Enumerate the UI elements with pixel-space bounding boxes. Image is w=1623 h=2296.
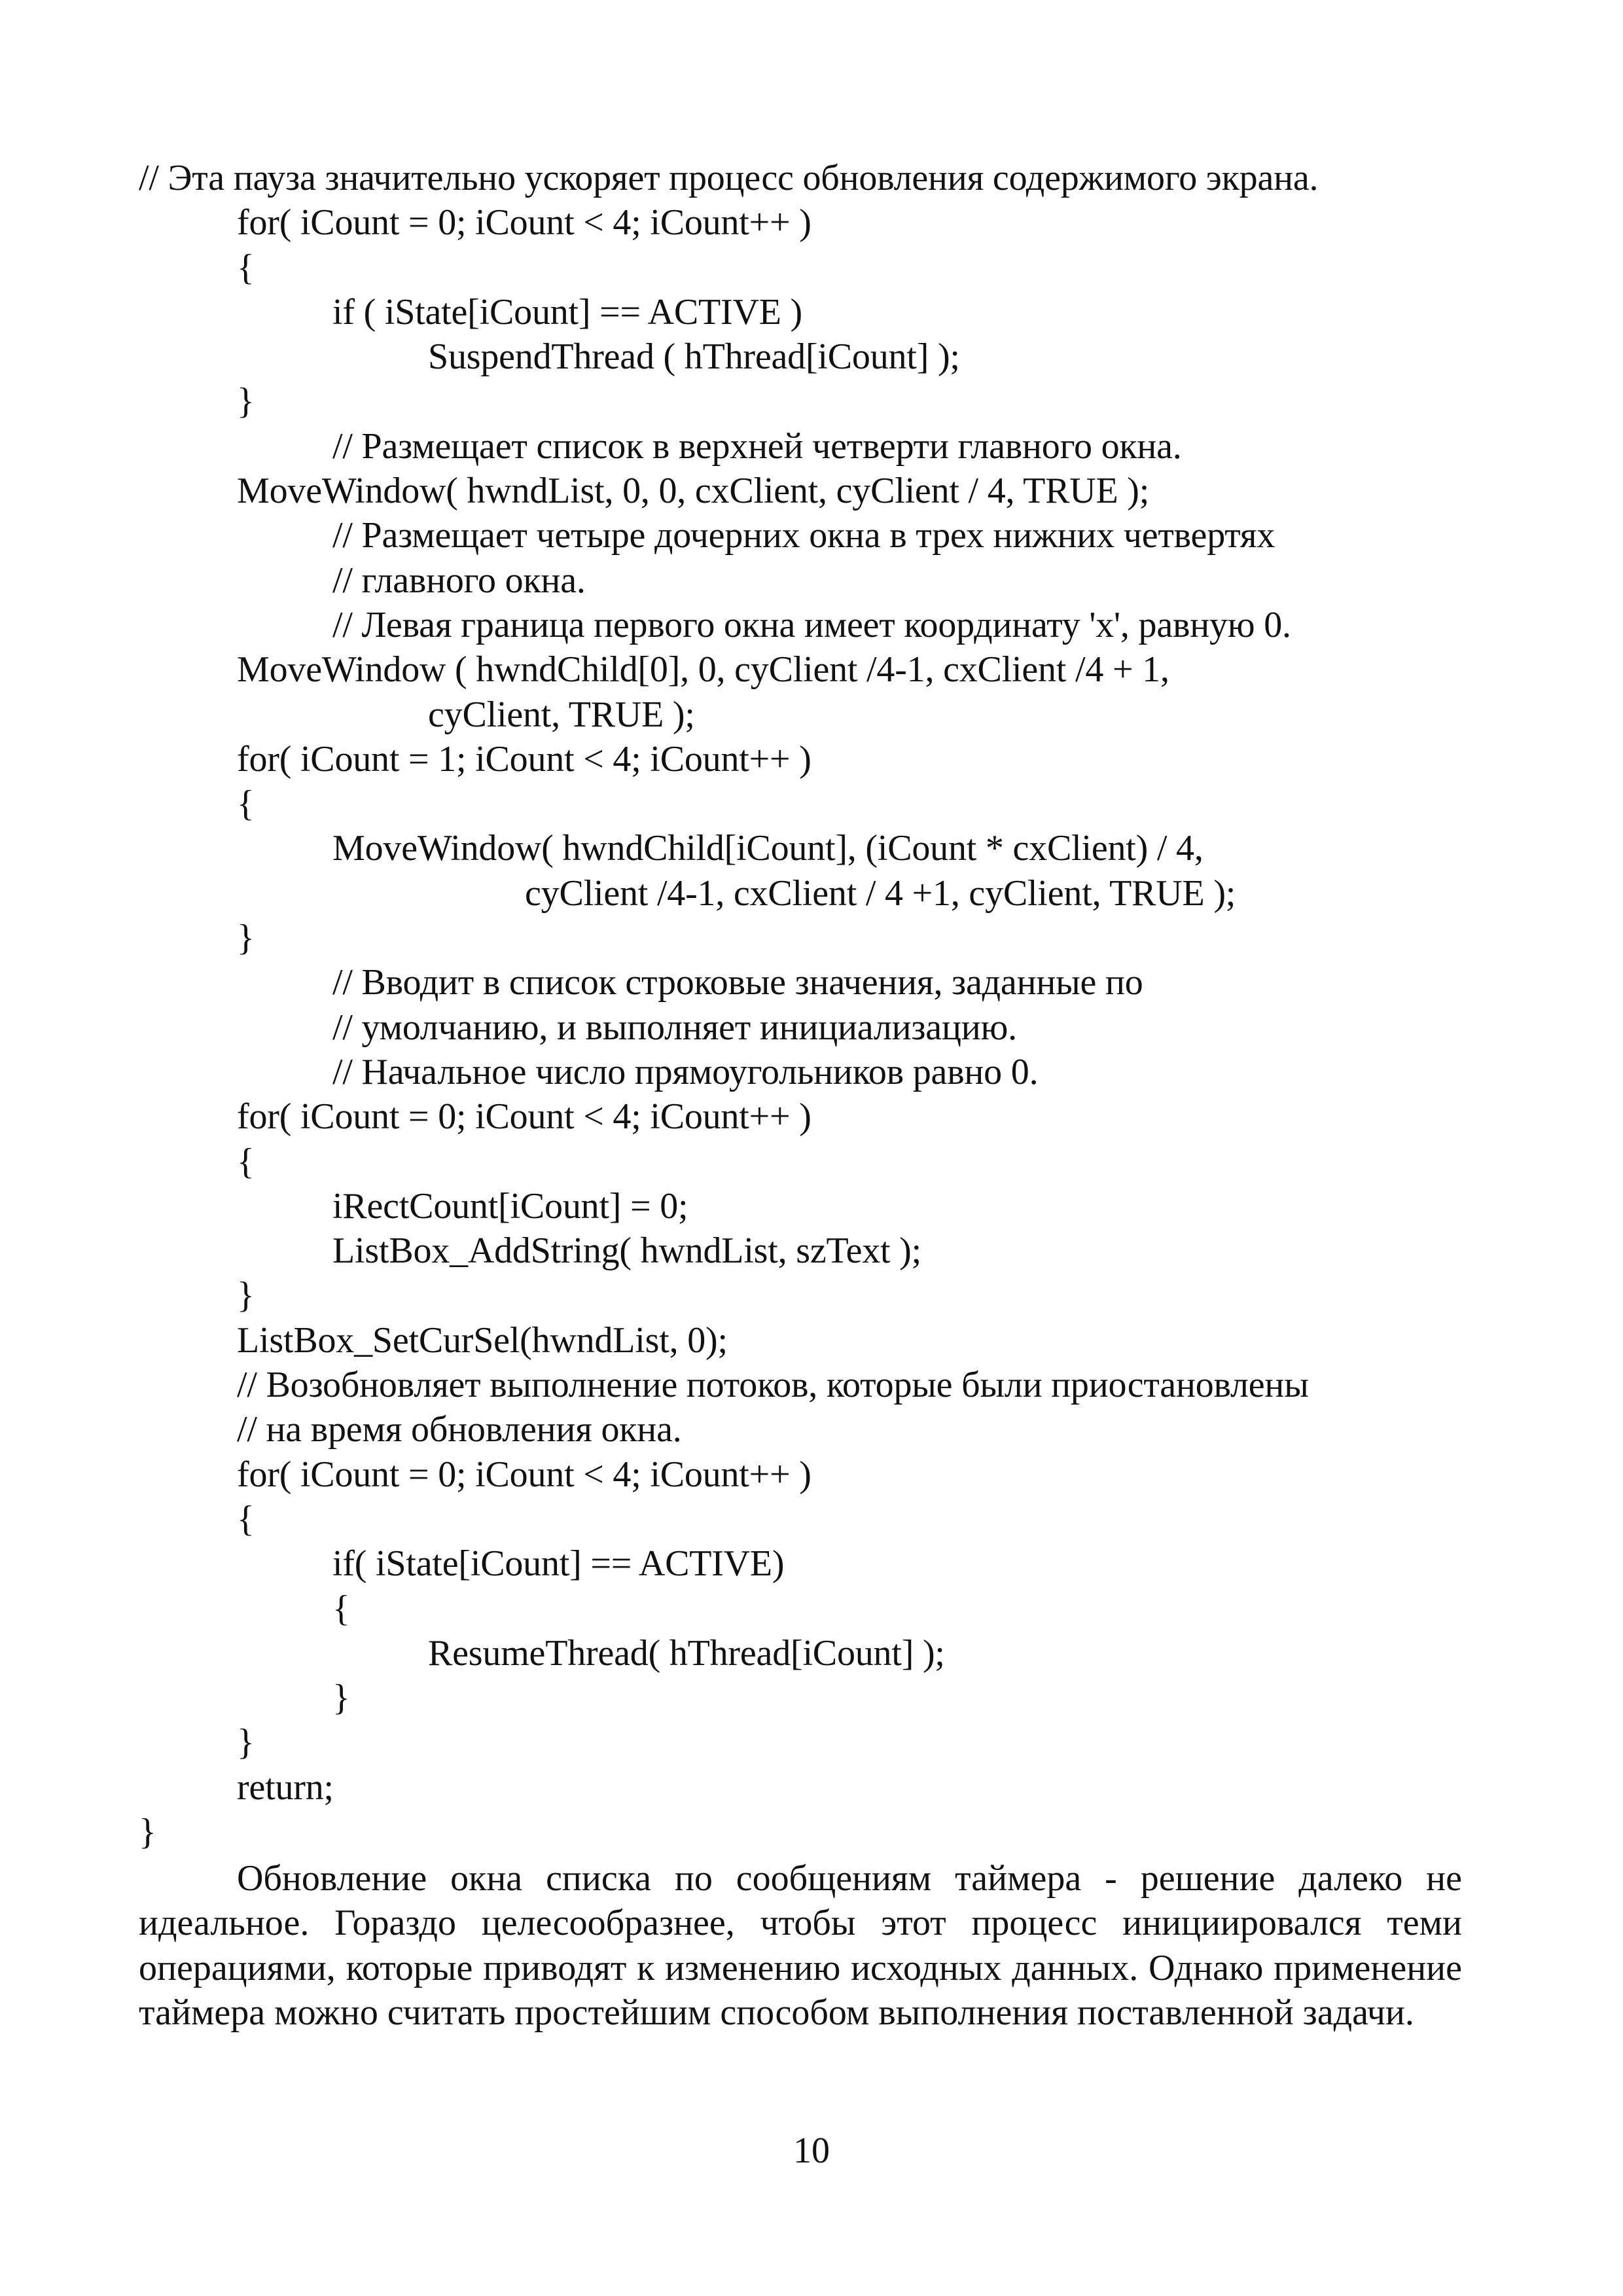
code-line: iRectCount[iCount] = 0; (332, 1185, 688, 1227)
code-line: // Левая граница первого окна имеет координату 'x', равную 0. (332, 604, 1291, 645)
code-line: // Начальное число прямоугольников равно 0. (332, 1051, 1039, 1092)
body-paragraph: Обновление окна списка по сообщениям таймера - решение далеко не идеальное. Гораздо целесообразнее, чтобы этот процесс инициировался теми операциями, которые приводят к изменению исходных данных. Однако применение таймера можно считать простейшим способом выполнения поставленной задачи. (139, 1858, 1462, 2033)
code-line: ResumeThread( hThread[iCount] ); (428, 1632, 945, 1674)
code-line: } (237, 918, 255, 959)
code-line: for( iCount = 0; iCount < 4; iCount++ ) (237, 1096, 812, 1138)
code-line: for( iCount = 0; iCount < 4; iCount++ ) (237, 1454, 812, 1495)
code-line: { (237, 783, 255, 825)
code-line: MoveWindow( hwndChild[iCount], (iCount * cxClient) / 4, (332, 828, 1204, 869)
code-line: ListBox_AddString( hwndList, szText ); (332, 1230, 921, 1272)
code-line: // умолчанию, и выполняет инициализацию. (332, 1007, 1017, 1048)
code-line: // Размещает список в верхней четверти главного окна. (332, 425, 1182, 467)
code-line: { (237, 1141, 255, 1182)
code-line: MoveWindow( hwndList, 0, 0, cxClient, cyClient / 4, TRUE ); (237, 471, 1150, 512)
code-line: return; (237, 1767, 334, 1808)
page-number: 10 (793, 2130, 830, 2171)
code-line: // Эта пауза значительно ускоряет процесс обновления содержимого экрана. (139, 158, 1319, 198)
code-line: cyClient, TRUE ); (428, 694, 695, 735)
code-line: } (237, 1275, 255, 1316)
code-line: { (237, 1498, 255, 1539)
code-line: for( iCount = 1; iCount < 4; iCount++ ) (237, 738, 812, 780)
code-line: } (237, 381, 255, 422)
code-line: if( iState[iCount] == ACTIVE) (332, 1543, 785, 1585)
code-line: if ( iState[iCount] == ACTIVE ) (332, 291, 802, 332)
code-line: for( iCount = 0; iCount < 4; iCount++ ) (237, 202, 812, 243)
code-line: // Возобновляет выполнение потоков, которые были приостановлены (237, 1365, 1309, 1406)
code-line: } (139, 1811, 156, 1852)
code-line: { (332, 1588, 350, 1629)
code-line: // главного окна. (332, 560, 586, 601)
code-line: } (237, 1722, 255, 1763)
code-line: } (332, 1677, 350, 1719)
code-listing (139, 156, 1487, 1854)
code-line: cyClient /4-1, cxClient / 4 +1, cyClient, TRUE ); (525, 872, 1236, 914)
code-line: SuspendThread ( hThread[iCount] ); (428, 336, 960, 378)
code-line: // на время обновления окна. (237, 1409, 682, 1450)
code-line: ListBox_SetCurSel(hwndList, 0); (237, 1319, 728, 1361)
code-line: // Размещает четыре дочерних окна в трех нижних четвертях (332, 515, 1275, 556)
code-line: // Вводит в список строковые значения, заданные по (332, 962, 1143, 1003)
code-line: { (237, 247, 255, 288)
code-line: MoveWindow ( hwndChild[0], 0, cyClient /4-1, cxClient /4 + 1, (237, 649, 1169, 691)
